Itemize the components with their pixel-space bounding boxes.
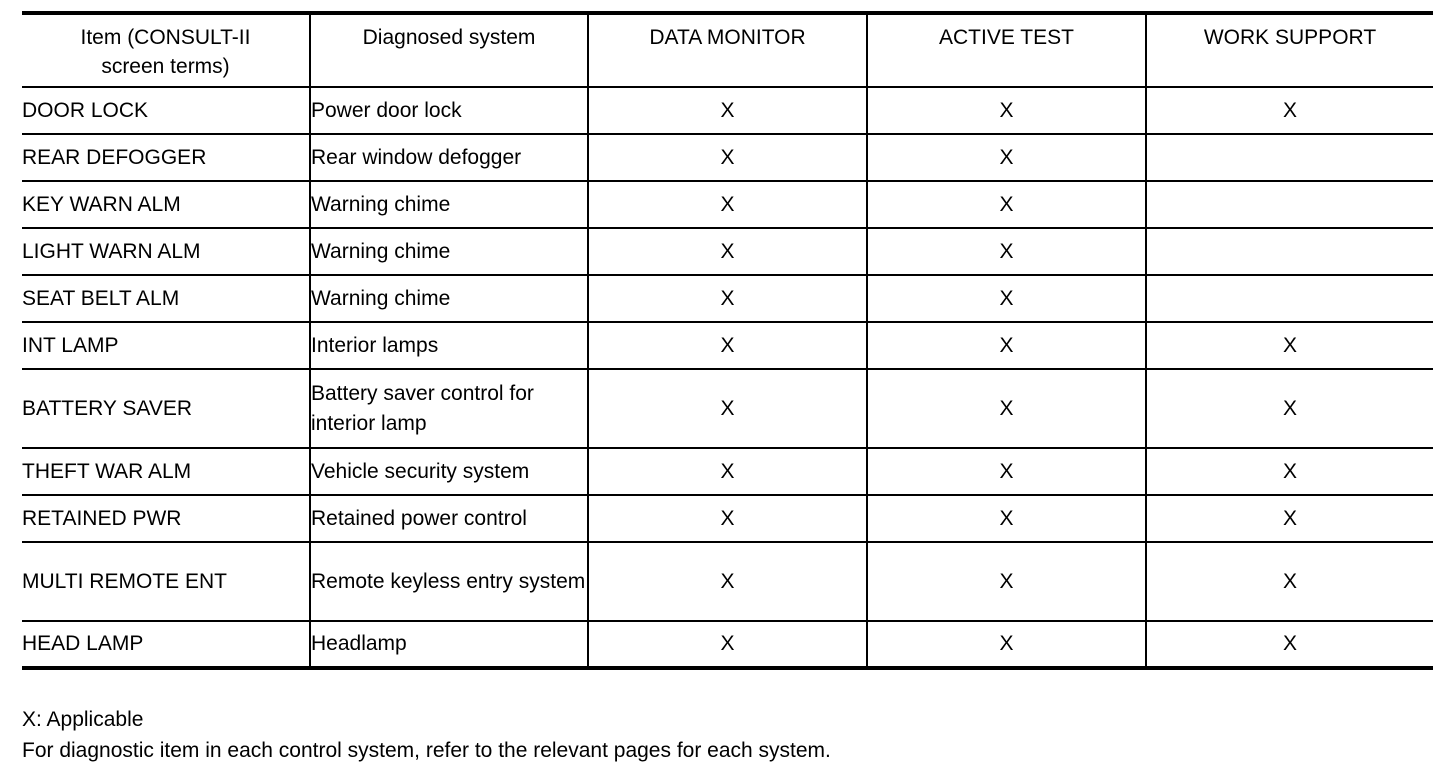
system-cell: Warning chime: [310, 275, 588, 322]
work-support-cell: X: [1146, 448, 1433, 495]
table-row: [22, 87, 1433, 134]
table-row: [22, 322, 1433, 369]
header-data-monitor: DATA MONITOR: [588, 13, 867, 87]
data-monitor-cell: X: [588, 181, 867, 228]
item-cell: MULTI REMOTE ENT: [22, 542, 310, 621]
table-row: [22, 448, 1433, 495]
item-cell: SEAT BELT ALM: [22, 275, 310, 322]
system-cell: Retained power control: [310, 495, 588, 542]
legend-note: X: Applicable: [22, 708, 144, 731]
header-active-test: ACTIVE TEST: [867, 13, 1146, 87]
data-monitor-cell: X: [588, 369, 867, 448]
active-test-cell: X: [867, 448, 1146, 495]
work-support-cell: X: [1146, 87, 1433, 134]
item-cell: INT LAMP: [22, 322, 310, 369]
active-test-cell: X: [867, 322, 1146, 369]
data-monitor-cell: X: [588, 228, 867, 275]
active-test-cell: X: [867, 275, 1146, 322]
header-item-label: Item (CONSULT-II screen terms): [80, 26, 251, 78]
header-diagnosed-system: Diagnosed system: [310, 13, 588, 87]
data-monitor-cell: X: [588, 621, 867, 668]
work-support-cell: [1146, 134, 1433, 181]
data-monitor-cell: X: [588, 275, 867, 322]
item-cell: HEAD LAMP: [22, 621, 310, 668]
table-row: [22, 275, 1433, 322]
item-cell: BATTERY SAVER: [22, 369, 310, 448]
table-header-row: [22, 13, 1433, 87]
system-cell: Warning chime: [310, 181, 588, 228]
data-monitor-cell: X: [588, 495, 867, 542]
data-monitor-cell: X: [588, 448, 867, 495]
table-row: [22, 181, 1433, 228]
data-monitor-cell: X: [588, 87, 867, 134]
active-test-cell: X: [867, 495, 1146, 542]
work-support-cell: X: [1146, 495, 1433, 542]
data-monitor-cell: X: [588, 134, 867, 181]
system-cell: Warning chime: [310, 228, 588, 275]
system-cell: Remote keyless entry system: [310, 542, 588, 621]
item-cell: RETAINED PWR: [22, 495, 310, 542]
item-cell: LIGHT WARN ALM: [22, 228, 310, 275]
item-cell: DOOR LOCK: [22, 87, 310, 134]
data-monitor-cell: X: [588, 322, 867, 369]
active-test-cell: X: [867, 369, 1146, 448]
table-row: [22, 134, 1433, 181]
system-cell: Vehicle security system: [310, 448, 588, 495]
data-monitor-cell: X: [588, 542, 867, 621]
active-test-cell: X: [867, 181, 1146, 228]
system-cell: Battery saver control for interior lamp: [310, 369, 588, 448]
table-row: [22, 495, 1433, 542]
table-notes: [22, 704, 831, 766]
item-cell: KEY WARN ALM: [22, 181, 310, 228]
work-support-cell: [1146, 181, 1433, 228]
work-support-cell: X: [1146, 322, 1433, 369]
table-row: [22, 228, 1433, 275]
work-support-cell: [1146, 228, 1433, 275]
work-support-cell: X: [1146, 369, 1433, 448]
active-test-cell: X: [867, 228, 1146, 275]
consult-diagnosis-table: [22, 11, 1433, 670]
header-item: [22, 13, 310, 87]
table-row: [22, 369, 1433, 448]
system-cell: Rear window defogger: [310, 134, 588, 181]
system-cell: Interior lamps: [310, 322, 588, 369]
system-cell: Headlamp: [310, 621, 588, 668]
header-work-support: WORK SUPPORT: [1146, 13, 1433, 87]
active-test-cell: X: [867, 87, 1146, 134]
work-support-cell: [1146, 275, 1433, 322]
active-test-cell: X: [867, 542, 1146, 621]
table-row: [22, 621, 1433, 668]
active-test-cell: X: [867, 134, 1146, 181]
table-row: [22, 542, 1433, 621]
active-test-cell: X: [867, 621, 1146, 668]
item-cell: THEFT WAR ALM: [22, 448, 310, 495]
reference-note: For diagnostic item in each control system, refer to the relevant pages for each system.: [22, 739, 831, 762]
work-support-cell: X: [1146, 621, 1433, 668]
item-cell: REAR DEFOGGER: [22, 134, 310, 181]
work-support-cell: X: [1146, 542, 1433, 621]
system-cell: Power door lock: [310, 87, 588, 134]
